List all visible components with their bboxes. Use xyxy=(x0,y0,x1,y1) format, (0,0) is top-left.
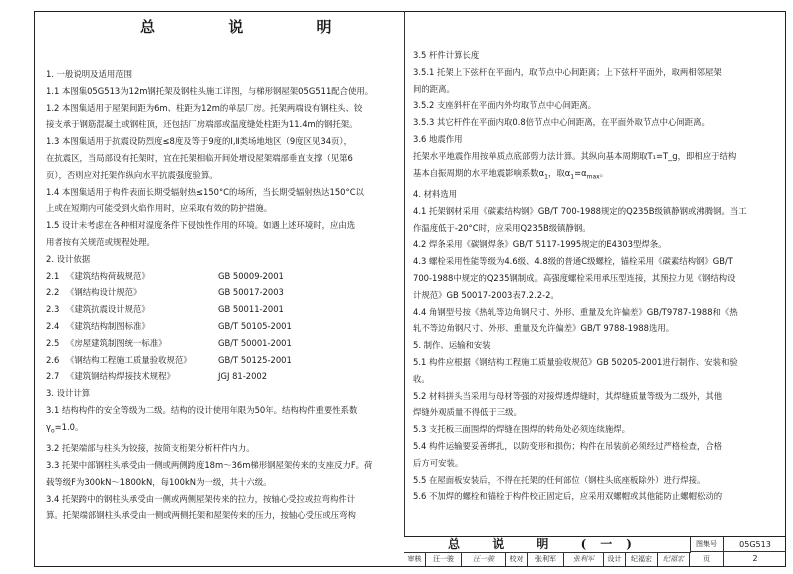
standard-code: GB 50017-2003 xyxy=(218,287,284,298)
standard-name: 《建筑结构荷载规范》 xyxy=(66,270,150,281)
standard-row xyxy=(46,318,400,335)
check-name: 张利军 xyxy=(528,552,564,566)
standard-num: 2.5 xyxy=(46,337,60,348)
title-block xyxy=(404,536,786,567)
text-line: 700-1988中规定的Q235钢制成。高强度螺栓采用承压型连接，其预拉力见《钢结构设 xyxy=(413,273,736,284)
standard-num: 2.3 xyxy=(46,304,60,315)
text-line: 3.5.3 其它杆件在平面内取0.8倍节点中心间距离，在平面外取节点中心间距离。 xyxy=(413,117,710,128)
text-line: 计规范》GB 50017-2003表7.2.2-2。 xyxy=(413,289,559,300)
page-label: 页 xyxy=(690,552,724,566)
text-line: 1. 一般说明及适用范围 xyxy=(46,69,133,79)
title-block-main-title: 总 说 明 (一) xyxy=(404,537,691,553)
left-column xyxy=(46,66,400,524)
check-label: 校对 xyxy=(506,552,528,566)
standard-code: JGJ 81-2002 xyxy=(218,371,268,382)
text-line: 收。 xyxy=(413,373,430,384)
text-line: 2. 设计依据 xyxy=(46,253,91,264)
text-line: 页），否则应对托架作纵向水平抗震强度验算。 xyxy=(46,169,218,180)
right-column xyxy=(413,47,779,505)
text-line: 3.5.2 支座斜杆在平面内外均取节点中心间距离。 xyxy=(413,100,597,111)
standard-code: GB/T 50125-2001 xyxy=(218,354,292,365)
text-line: 间的距离。 xyxy=(413,83,455,94)
text-line: 5. 制作、运输和安装 xyxy=(413,340,491,351)
alpha-line: 基本自振周期的水平地震影响系数$\alpha_1$，取$\alpha_1=\alpha_{max}$。 xyxy=(413,167,609,181)
design-label: 设计 xyxy=(604,552,626,566)
standard-row xyxy=(46,352,400,369)
standard-num: 2.1 xyxy=(46,270,60,281)
gamma-line: $\gamma_o=1.0$。 xyxy=(46,421,84,435)
text-line: 1.1 本图集05G513为12m钢托架及钢柱头施工详图，与梯形钢屋架05G511配合使用。 xyxy=(46,85,374,96)
standard-name: 《建筑结构制图标准》 xyxy=(66,320,150,331)
standard-name: 《建筑钢结构焊接技术规程》 xyxy=(66,371,175,382)
review-label: 审核 xyxy=(404,552,426,566)
text-line: 用者按有关规范或规程处理。 xyxy=(46,236,155,247)
text-line: 5.5 在屋面板安装后，不得在托架的任何部位（钢柱头底座板除外）进行焊接。 xyxy=(413,474,706,485)
standard-code: GB/T 50001-2001 xyxy=(218,337,292,348)
text-line: 3.3 托架中部钢柱头承受由一侧或两侧跨度18m～36m梯形钢屋架传来的支座反力F。荷 xyxy=(46,460,373,470)
text-line: 作温度低于-20°C时，应采用Q235B级镇静钢。 xyxy=(413,222,591,233)
text-line: 4.1 托架钢材采用《碳素结构钢》GB/T 700-1988规定的Q235B级镇静钢或沸腾钢。当工 xyxy=(413,205,747,216)
text-line: 4.4 角钢型号按《热轧等边角钢尺寸、外形、重量及允许偏差》GB/T9787-1988和《热 xyxy=(413,306,738,317)
review-name: 汪一骏 xyxy=(426,552,462,566)
text-line: 5.3 支托板三面围焊的焊缝在围焊的转角处必须连续施焊。 xyxy=(413,424,630,435)
atlas-label: 图集号 xyxy=(690,537,724,552)
standard-name: 《钢结构设计规范》 xyxy=(66,287,142,298)
text-line: 5.4 构件运输要妥善绑扎，以防变形和损伤；构件在吊装前必须经过严格检查，合格 xyxy=(413,441,723,451)
text-line: 4.2 焊条采用《碳钢焊条》GB/T 5117-1995规定的E4303型焊条。 xyxy=(413,239,667,250)
standard-row xyxy=(46,268,400,285)
text-line: 接支承于钢筋混凝土或钢柱顶，还包括厂房端部或温度缝处柱距为11.4m的钢托架。 xyxy=(46,119,358,130)
standard-name: 《建筑抗震设计规范》 xyxy=(66,304,150,315)
text-line: 载等级F为300kN～1800kN，每100kN为一级，共十六级。 xyxy=(46,476,272,487)
design-signature: 纪福宏 xyxy=(658,552,690,566)
text-line: 3.2 托架端部与柱头为铰接，按简支桁架分析杆件内力。 xyxy=(46,443,255,454)
review-signature: 汪一骏 xyxy=(462,552,506,566)
text-line: 1.5 设计未考虑在各种相对湿度条件下侵蚀性作用的环境。如遇上述环境时，应由选 xyxy=(46,220,356,231)
standard-num: 2.7 xyxy=(46,371,60,382)
atlas-number: 05G513 xyxy=(724,537,786,552)
standard-row xyxy=(46,368,400,385)
text-line: 3.5.1 托架上下弦杆在平面内，取节点中心间距离；上下弦杆平面外，取两相邻屋架 xyxy=(413,66,722,77)
standard-name: 《房屋建筑制图统一标准》 xyxy=(66,337,167,348)
text-line: 3.4 托架跨中的钢柱头承受由一侧或两侧屋架传来的拉力，按轴心受拉或拉弯构件计 xyxy=(46,493,356,504)
standard-num: 2.4 xyxy=(46,320,60,331)
text-line: 1.2 本图集适用于屋架间距为6m、柱距为12m的单层厂房。托架两端设有钢柱头、铰 xyxy=(46,102,363,113)
text-line: 后方可安装。 xyxy=(413,457,464,468)
standard-row xyxy=(46,301,400,318)
standard-row xyxy=(46,284,400,301)
text-line: 4.3 螺栓采用性能等级为4.6级、4.8级的普通C级螺栓，锚栓采用《碳素结构钢》GB/T xyxy=(413,256,733,267)
standard-code: GB 50009-2001 xyxy=(218,270,284,281)
text-line: 在抗震区，当局部设有托架时，宜在托架相临开间处增设屋架端部垂直支撑（见第6 xyxy=(46,152,353,163)
check-signature: 张利军 xyxy=(564,552,604,566)
text-line: 轧不等边角钢尺寸、外形、重量及允许偏差》GB/T 9788-1988选用。 xyxy=(413,323,675,334)
text-line: 3. 设计计算 xyxy=(46,388,91,399)
text-line: 5.6 不加焊的螺栓和锚栓于构件校正固定后，应采用双螺帽或其他能防止螺帽松动的 xyxy=(413,491,723,502)
standard-code: GB 50011-2001 xyxy=(218,304,284,315)
text-line: 3.1 结构构件的安全等级为二级。结构的设计使用年限为50年。结构构件重要性系数 xyxy=(46,404,358,415)
standard-num: 2.6 xyxy=(46,354,60,365)
text-line: 3.5 杆件计算长度 xyxy=(413,50,480,60)
text-line: 1.4 本图集适用于构件表面长期受辐射热≤150°C的场所，当长期受辐射热达150°C以 xyxy=(46,186,364,197)
text-line: 3.6 地震作用 xyxy=(413,133,463,144)
text-line: 4. 材料选用 xyxy=(413,189,458,200)
text-line: 算。托架端部钢柱头承受由一侧或两侧托架和屋架传来的压力，按轴心受压或压弯构 xyxy=(46,510,356,521)
standard-code: GB/T 50105-2001 xyxy=(218,320,292,331)
text-line: 5.2 材料拼头当采用与母材等强的对接焊透焊缝时，其焊缝质量等级为二级外，其他 xyxy=(413,390,723,401)
column-divider xyxy=(404,11,405,536)
standard-num: 2.2 xyxy=(46,287,60,298)
text-line: 托架水平地震作用按单质点底部剪力法计算。其纵向基本周期取T₁=T_g，即相应于结构 xyxy=(413,150,737,161)
standard-row xyxy=(46,335,400,352)
text-line: 上或在短期内可能受到火焰作用时，应采取有效的防护措施。 xyxy=(46,203,273,214)
text-line: 1.3 本图集适用于抗震设防烈度≤8度及等于9度的Ⅰ,Ⅱ类场地地区（9度区见34页）， xyxy=(46,136,352,147)
page-number: 2 xyxy=(752,554,758,563)
design-name: 纪福宏 xyxy=(626,552,658,566)
text-line: 5.1 构件应根据《钢结构工程施工质量验收规范》GB 50205-2001进行制作、安装和验 xyxy=(413,357,738,368)
page-title: 总 说 明 xyxy=(140,18,366,36)
text-line: 焊缝外观质量不得低于三级。 xyxy=(413,407,522,418)
standard-name: 《钢结构工程施工质量验收规范》 xyxy=(66,354,192,365)
